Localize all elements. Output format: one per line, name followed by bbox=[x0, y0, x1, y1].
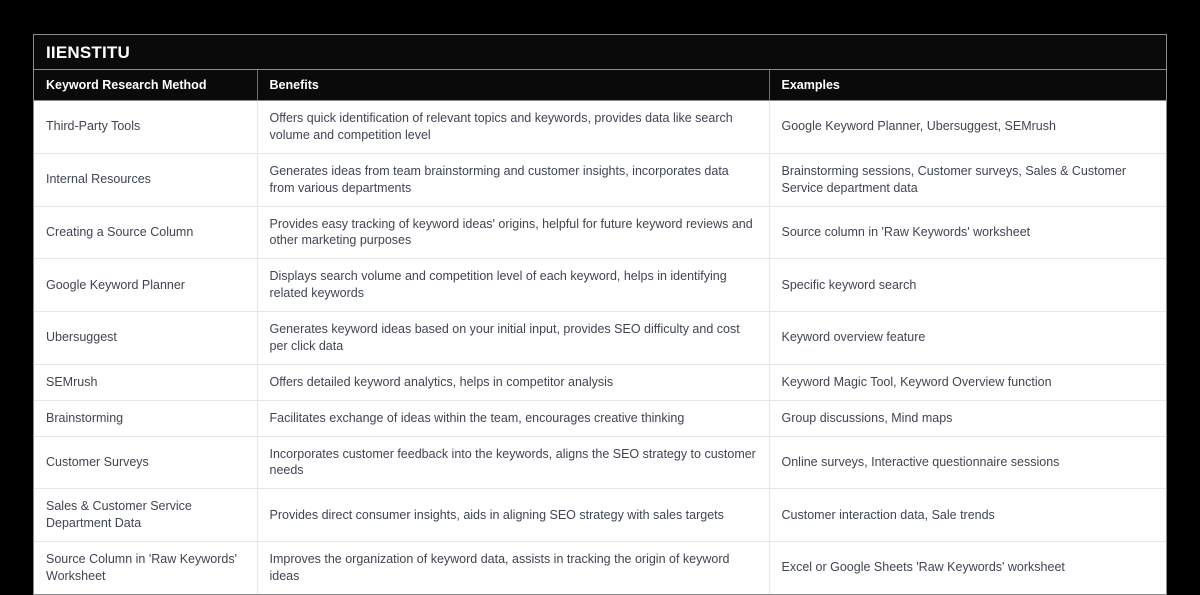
cell-method: Third-Party Tools bbox=[34, 101, 257, 154]
cell-method: SEMrush bbox=[34, 364, 257, 400]
table-body bbox=[34, 101, 1166, 594]
cell-method: Google Keyword Planner bbox=[34, 259, 257, 312]
cell-examples: Group discussions, Mind maps bbox=[769, 400, 1166, 436]
keyword-research-table bbox=[34, 70, 1166, 594]
cell-method: Internal Resources bbox=[34, 153, 257, 206]
cell-examples: Source column in 'Raw Keywords' worksheet bbox=[769, 206, 1166, 259]
cell-method: Source Column in 'Raw Keywords' Worksheet bbox=[34, 542, 257, 594]
cell-examples: Online surveys, Interactive questionnaire sessions bbox=[769, 436, 1166, 489]
brand-bar bbox=[34, 35, 1166, 70]
cell-method: Creating a Source Column bbox=[34, 206, 257, 259]
table-row bbox=[34, 101, 1166, 154]
cell-examples: Google Keyword Planner, Ubersuggest, SEMrush bbox=[769, 101, 1166, 154]
table-row bbox=[34, 153, 1166, 206]
table-row bbox=[34, 206, 1166, 259]
cell-method: Sales & Customer Service Department Data bbox=[34, 489, 257, 542]
table-row bbox=[34, 400, 1166, 436]
brand-title: IIENSTITU bbox=[46, 42, 130, 62]
table-header-row bbox=[34, 70, 1166, 101]
cell-benefits: Facilitates exchange of ideas within the team, encourages creative thinking bbox=[257, 400, 769, 436]
cell-examples: Keyword Magic Tool, Keyword Overview function bbox=[769, 364, 1166, 400]
cell-method: Brainstorming bbox=[34, 400, 257, 436]
column-header-method: Keyword Research Method bbox=[34, 70, 257, 101]
cell-benefits: Generates keyword ideas based on your initial input, provides SEO difficulty and cost per click data bbox=[257, 312, 769, 365]
cell-examples: Brainstorming sessions, Customer surveys, Sales & Customer Service department data bbox=[769, 153, 1166, 206]
table-row bbox=[34, 364, 1166, 400]
cell-benefits: Incorporates customer feedback into the keywords, aligns the SEO strategy to customer needs bbox=[257, 436, 769, 489]
cell-benefits: Generates ideas from team brainstorming and customer insights, incorporates data from various departments bbox=[257, 153, 769, 206]
cell-benefits: Provides direct consumer insights, aids in aligning SEO strategy with sales targets bbox=[257, 489, 769, 542]
table-row bbox=[34, 312, 1166, 365]
cell-benefits: Displays search volume and competition level of each keyword, helps in identifying related keywords bbox=[257, 259, 769, 312]
cell-examples: Customer interaction data, Sale trends bbox=[769, 489, 1166, 542]
cell-benefits: Improves the organization of keyword data, assists in tracking the origin of keyword ideas bbox=[257, 542, 769, 594]
column-header-benefits: Benefits bbox=[257, 70, 769, 101]
column-header-examples: Examples bbox=[769, 70, 1166, 101]
table-header bbox=[34, 70, 1166, 101]
cell-examples: Specific keyword search bbox=[769, 259, 1166, 312]
cell-method: Ubersuggest bbox=[34, 312, 257, 365]
cell-examples: Keyword overview feature bbox=[769, 312, 1166, 365]
table-row bbox=[34, 542, 1166, 594]
cell-benefits: Offers quick identification of relevant topics and keywords, provides data like search volume and competition level bbox=[257, 101, 769, 154]
cell-method: Customer Surveys bbox=[34, 436, 257, 489]
cell-benefits: Provides easy tracking of keyword ideas' origins, helpful for future keyword reviews and other marketing purposes bbox=[257, 206, 769, 259]
cell-examples: Excel or Google Sheets 'Raw Keywords' worksheet bbox=[769, 542, 1166, 594]
table-row bbox=[34, 489, 1166, 542]
table-row bbox=[34, 259, 1166, 312]
keyword-research-table-card bbox=[33, 34, 1167, 595]
cell-benefits: Offers detailed keyword analytics, helps in competitor analysis bbox=[257, 364, 769, 400]
table-row bbox=[34, 436, 1166, 489]
